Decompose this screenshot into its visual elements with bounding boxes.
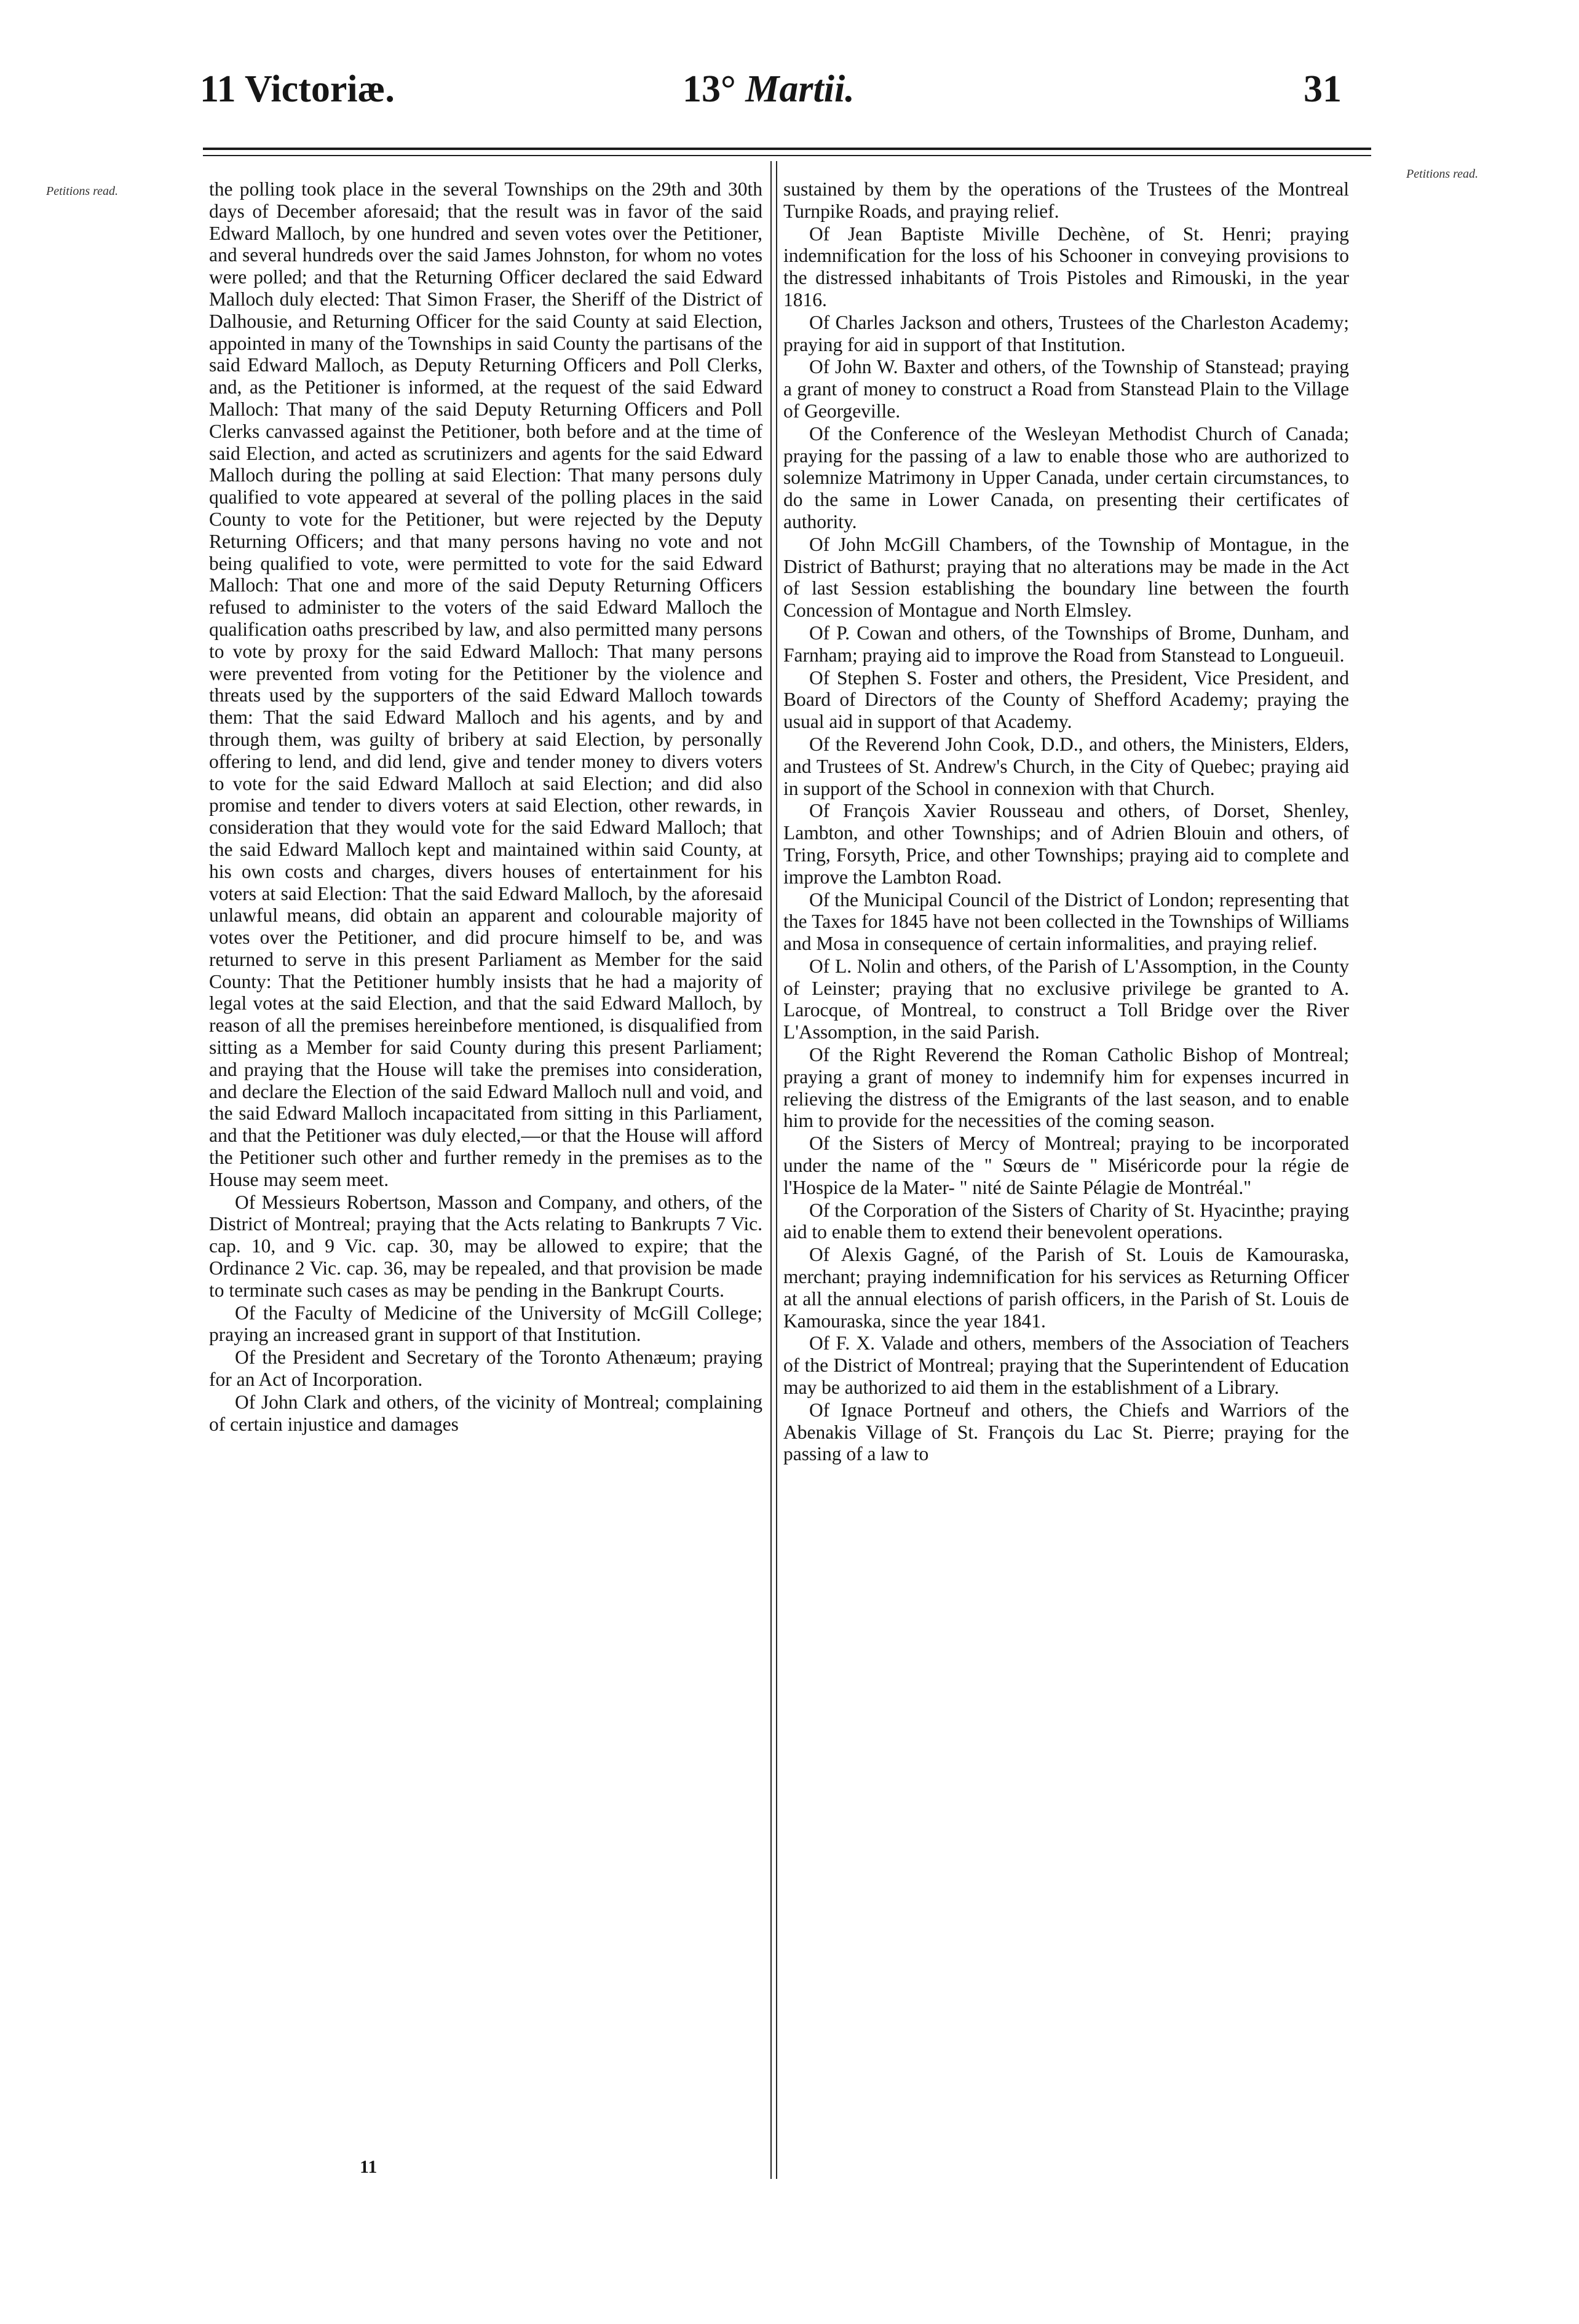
right-paragraph: Of the Sisters of Mercy of Montreal; praying to be incorporated under the name of the " Sœurs de " Miséricorde pour la régie de l'Hospice de la Mater- " nité de Sainte Pélagie de Montréal." xyxy=(783,1132,1349,1198)
header-month: Martii. xyxy=(745,68,855,110)
header-day: 13° xyxy=(683,68,736,110)
right-paragraph: Of the Municipal Council of the District of London; representing that the Taxes for 1845 have not been collected in the Townships of Williams and Mosa in consequence of certain informalities, and praying relief. xyxy=(783,888,1349,955)
right-column xyxy=(783,178,1349,1466)
right-paragraph: sustained by them by the operations of the Trustees of the Montreal Turnpike Roads, and praying relief. xyxy=(783,178,1349,222)
right-paragraph: Of the Reverend John Cook, D.D., and others, the Ministers, Elders, and Trustees of St. Andrew's Church, in the City of Quebec; praying aid in support of the School in connexion with that Church. xyxy=(783,733,1349,799)
regnal-year: 11 Victoriæ. xyxy=(200,68,395,110)
column-divider-left xyxy=(770,161,772,2179)
right-paragraph: Of François Xavier Rousseau and others, of Dorset, Shenley, Lambton, and other Townships; and of Adrien Blouin and others, of Tring, Forsyth, Price, and other Townships; praying aid to complete and improve the Lambton Road. xyxy=(783,800,1349,888)
header-rule-thick xyxy=(203,148,1371,150)
right-paragraph: Of F. X. Valade and others, members of the Association of Teachers of the District of Montreal; praying that the Superintendent of Education may be authorized to aid them in the establishment of a Library. xyxy=(783,1332,1349,1399)
left-paragraph: Of John Clark and others, of the vicinity of Montreal; complaining of certain injustice and damages xyxy=(209,1391,762,1435)
margin-note-right: Petitions read. xyxy=(1406,167,1479,181)
margin-note-left: Petitions read. xyxy=(46,184,119,198)
right-paragraph: Of L. Nolin and others, of the Parish of L'Assomption, in the County of Leinster; praying that no exclusive privilege be granted to A. Larocque, of Montreal, to construct a Toll Bridge over the River L'Assomption, in the said Parish. xyxy=(783,955,1349,1043)
header-date xyxy=(683,68,855,111)
right-paragraph: Of John McGill Chambers, of the Township of Montague, in the District of Bathurst; praying that no alterations may be made in the Act of last Session establishing the boundary line between the fourth Concession of Montague and North Elmsley. xyxy=(783,533,1349,622)
page-number: 31 xyxy=(1304,68,1342,110)
right-paragraph: Of John W. Baxter and others, of the Township of Stanstead; praying a grant of money to construct a Road from Stanstead Plain to the Village of Georgeville. xyxy=(783,356,1349,422)
left-paragraph: Of the Faculty of Medicine of the University of McGill College; praying an increased grant in support of that Institution. xyxy=(209,1302,762,1346)
left-column xyxy=(209,178,762,1436)
header-rule-thin xyxy=(203,155,1371,156)
right-paragraph: Of the Right Reverend the Roman Catholic Bishop of Montreal; praying a grant of money to indemnify him for expenses incurred in relieving the distress of the Emigrants of the last season, and to enable him to provide for the necessities of the coming season. xyxy=(783,1044,1349,1132)
right-paragraph: Of the Corporation of the Sisters of Charity of St. Hyacinthe; praying aid to enable them to extend their benevolent operations. xyxy=(783,1199,1349,1243)
right-paragraph: Of P. Cowan and others, of the Townships of Brome, Dunham, and Farnham; praying aid to improve the Road from Stanstead to Longueuil. xyxy=(783,622,1349,666)
right-paragraph: Of Charles Jackson and others, Trustees of the Charleston Academy; praying for aid in support of that Institution. xyxy=(783,311,1349,355)
column-divider-right xyxy=(776,161,777,2179)
page-header xyxy=(0,68,1579,135)
left-paragraph: Of the President and Secretary of the Toronto Athenæum; praying for an Act of Incorporation. xyxy=(209,1346,762,1391)
right-paragraph: Of Alexis Gagné, of the Parish of St. Louis de Kamouraska, merchant; praying indemnification for his services as Returning Officer at all the annual elections of parish officers, in the Parish of St. Louis de Kamouraska, since the year 1841. xyxy=(783,1244,1349,1332)
right-paragraph: Of the Conference of the Wesleyan Methodist Church of Canada; praying for the passing of a law to enable those who are authorized to solemnize Matrimony in Upper Canada, under certain circumstances, to do the same in Lower Canada, on presenting their certificates of authority. xyxy=(783,422,1349,532)
left-paragraph: the polling took place in the several Townships on the 29th and 30th days of December aforesaid; that the result was in favor of the said Edward Malloch, by one hundred and seven votes over the Petitioner, and several hundreds over the said James Johnston, for whom no votes were polled; and that the Returning Officer declared the said Edward Malloch duly elected: That Simon Fraser, the Sheriff of the District of Dalhousie, and Returning Officer for the said County at said Election, appointed in many of the Townships in said County the partisans of the said Edward Malloch, as Deputy Returning Officers and Poll Clerks, and, as the Petitioner is informed, at the request of the said Edward Malloch: That many of the said Deputy Returning Officers and Poll Clerks canvassed against the Petitioner, both before and at the time of said Election, and acted as scrutinizers and agents for the said Edward Malloch during the polling at said Election: That many persons duly qualified to vote appeared at several of the polling places in the said County to vote for the Petitioner, but were rejected by the Deputy Returning Officers; and that many persons having no vote and not being qualified to vote, were permitted to vote for the said Edward Malloch: That one and more of the said Deputy Returning Officers refused to administer to the voters of the said Edward Malloch the qualification oaths prescribed by law, and also permitted many persons to vote by proxy for the said Edward Malloch: That many persons were prevented from voting for the Petitioner by the violence and threats used by the supporters of the said Edward Malloch towards them: That the said Edward Malloch and his agents, and by and through them, was guilty of bribery at said Election, by personally offering to lend, and did lend, give and tender money to divers voters to vote for the said Edward Malloch at said Election; and did also promise and tender to divers voters at said Election, other rewards, in consideration that they would vote for the said Edward Malloch; that the said Edward Malloch kept and maintained within said County, at his own costs and charges, divers houses of entertainment for his voters at said Election: That the said Edward Malloch, by the aforesaid unlawful means, did obtain an apparent and colourable majority of votes over the Petitioner, and did procure himself to be, and was returned to serve in this present Parliament as Member for the said County: That the Petitioner humbly insists that he had a majority of legal votes at the said Election, and that the said Edward Malloch, by reason of all the premises hereinbefore mentioned, is disqualified from sitting as a Member for said County during this present Parliament; and praying that the House will take the premises into consideration, and declare the Election of the said Edward Malloch null and void, and the said Edward Malloch incapacitated from sitting in this Parliament, and that the Petitioner was duly elected,—or that the House will afford the Petitioner such other and further remedy in the premises as to the House may seem meet. xyxy=(209,178,762,1190)
right-paragraph: Of Jean Baptiste Miville Dechène, of St. Henri; praying indemnification for the loss of his Schooner in conveying provisions to the distressed inhabitants of Trois Pistoles and Rimouski, in the year 1816. xyxy=(783,223,1349,310)
right-paragraph: Of Ignace Portneuf and others, the Chiefs and Warriors of the Abenakis Village of St. François du Lac St. Pierre; praying for the passing of a law to xyxy=(783,1399,1349,1465)
signature-mark: 11 xyxy=(360,2157,378,2177)
left-paragraph: Of Messieurs Robertson, Masson and Company, and others, of the District of Montreal; praying that the Acts relating to Bankrupts 7 Vic. cap. 10, and 9 Vic. cap. 30, may be allowed to expire; that the Ordinance 2 Vic. cap. 36, may be repealed, and that provision be made to terminate such cases as may be pending in the Bankrupt Courts. xyxy=(209,1191,762,1301)
right-paragraph: Of Stephen S. Foster and others, the President, Vice President, and Board of Directors of the County of Shefford Academy; praying the usual aid in support of that Academy. xyxy=(783,666,1349,733)
